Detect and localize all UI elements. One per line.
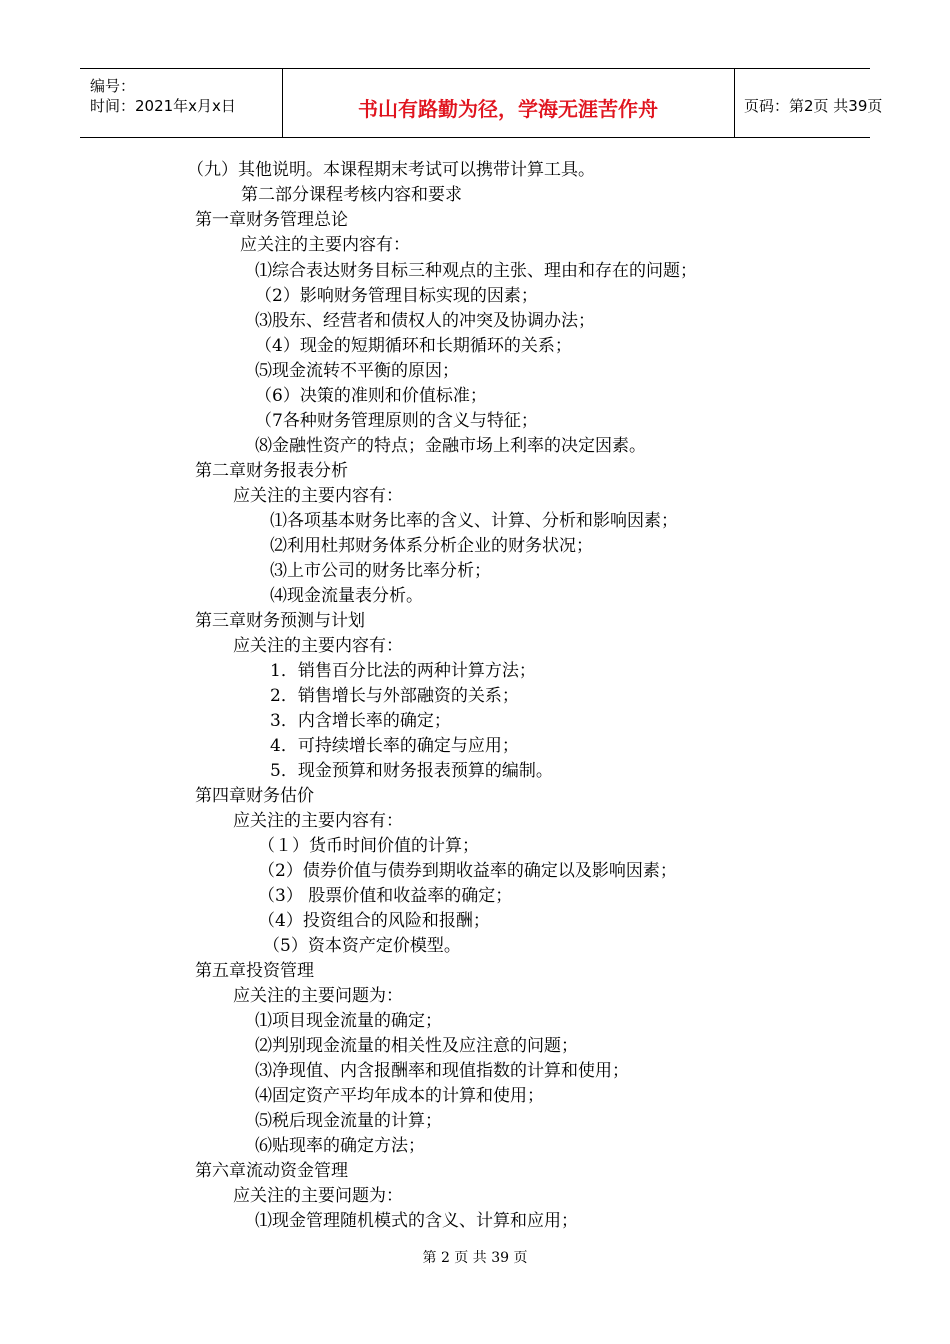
- chapter-intro: 应关注的主要内容有：: [240, 235, 410, 255]
- list-item: 4．可持续增长率的确定与应用；: [270, 736, 519, 756]
- page-footer: 第 2 页 共 39 页: [422, 1250, 528, 1266]
- list-item: ⑴项目现金流量的确定；: [255, 1011, 442, 1031]
- list-item: ⑶股东、经营者和债权人的冲突及协调办法；: [255, 311, 595, 331]
- chapter-intro: 应关注的主要内容有：: [233, 811, 403, 831]
- list-item: ⑵利用杜邦财务体系分析企业的财务状况；: [270, 536, 593, 556]
- header-meta-cell: [80, 69, 283, 137]
- list-item: ⑸税后现金流量的计算；: [255, 1111, 442, 1131]
- list-item: （7各种财务管理原则的含义与特征；: [255, 411, 538, 431]
- page-header: [80, 68, 883, 138]
- list-item: （6）决策的准则和价值标准；: [255, 386, 487, 406]
- list-item: 1．销售百分比法的两种计算方法；: [270, 661, 536, 681]
- list-item: ⑹贴现率的确定方法；: [255, 1136, 425, 1156]
- doc-code-label: 编号：: [90, 77, 136, 95]
- header-motto-cell: [282, 69, 735, 137]
- list-item: ⑷固定资产平均年成本的计算和使用；: [255, 1086, 544, 1106]
- chapter-intro: 应关注的主要内容有：: [233, 486, 403, 506]
- list-item: ⑻金融性资产的特点；金融市场上利率的决定因素。: [255, 436, 646, 456]
- chapter-intro: 应关注的主要内容有：: [233, 636, 403, 656]
- list-item: ⑴现金管理随机模式的含义、计算和应用；: [255, 1211, 578, 1231]
- list-item: 2．销售增长与外部融资的关系；: [270, 686, 519, 706]
- list-item: （3） 股票价值和收益率的确定；: [258, 886, 513, 906]
- list-item: （2）影响财务管理目标实现的因素；: [255, 286, 538, 306]
- list-item: ⑸现金流转不平衡的原因；: [255, 361, 459, 381]
- chapter-heading: 第一章财务管理总论: [195, 210, 348, 230]
- doc-date-label: 时间：2021年x月x日: [90, 97, 236, 115]
- list-item: ⑷现金流量表分析。: [270, 586, 423, 606]
- header-motto: 书山有路勤为径，学海无涯苦作舟: [358, 97, 658, 121]
- chapter-intro: 应关注的主要问题为：: [233, 986, 403, 1006]
- chapter-heading: 第二章财务报表分析: [195, 461, 348, 481]
- list-item: ⑶上市公司的财务比率分析；: [270, 561, 491, 581]
- chapter-heading: 第五章投资管理: [195, 961, 314, 981]
- chapter-intro: 应关注的主要问题为：: [233, 1186, 403, 1206]
- header-page-cell: [734, 69, 883, 137]
- list-item: ⑶净现值、内含报酬率和现值指数的计算和使用；: [255, 1061, 629, 1081]
- list-item: （2）债券价值与债券到期收益率的确定以及影响因素；: [258, 861, 677, 881]
- chapter-heading: 第四章财务估价: [195, 786, 314, 806]
- list-item: ⑵判别现金流量的相关性及应注意的问题；: [255, 1036, 578, 1056]
- list-item: ⑴综合表达财务目标三种观点的主张、理由和存在的问题；: [255, 261, 697, 281]
- list-item: （4）投资组合的风险和报酬；: [258, 911, 490, 931]
- list-item: ⑴各项基本财务比率的含义、计算、分析和影响因素；: [270, 511, 678, 531]
- header-page-info: 页码：第2页 共39页: [744, 97, 883, 115]
- list-item: 3．内含增长率的确定；: [270, 711, 451, 731]
- list-item: （4）现金的短期循环和长期循环的关系；: [255, 336, 572, 356]
- chapter-heading: 第六章流动资金管理: [195, 1161, 348, 1181]
- list-item: （１）货币时间价值的计算；: [258, 836, 479, 856]
- list-item: （5）资本资产定价模型。: [263, 936, 461, 956]
- section-title: 第二部分课程考核内容和要求: [241, 185, 462, 205]
- list-item: 5．现金预算和财务报表预算的编制。: [270, 761, 553, 781]
- chapter-heading: 第三章财务预测与计划: [195, 611, 365, 631]
- note-line: （九）其他说明。本课程期末考试可以携带计算工具。: [187, 160, 595, 180]
